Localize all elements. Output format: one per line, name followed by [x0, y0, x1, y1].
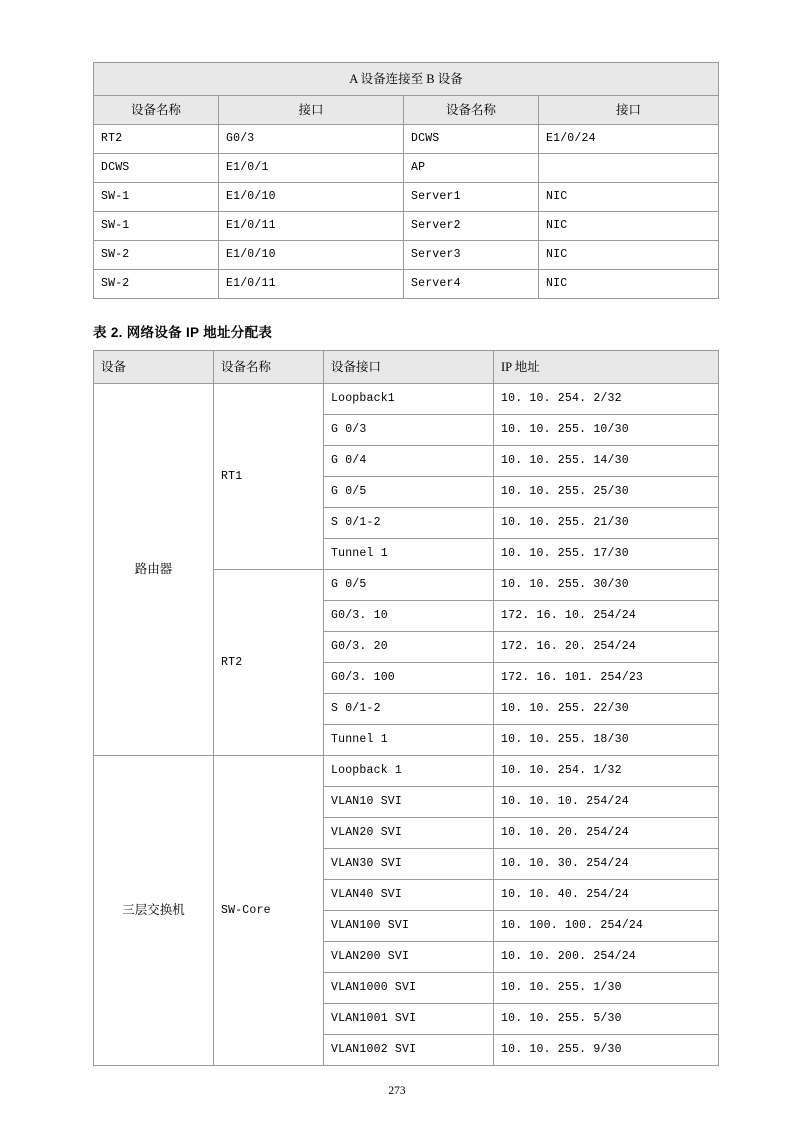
table2-header-cell: 设备 — [94, 351, 214, 384]
table2-ip: 10. 10. 20. 254/24 — [494, 818, 719, 849]
table1-header-cell: 设备名称 — [94, 96, 219, 125]
table-row — [94, 63, 719, 96]
table2-interface: Tunnel 1 — [324, 725, 494, 756]
table1-cell: E1/0/11 — [219, 212, 404, 241]
table-row — [94, 125, 719, 154]
table1-cell: NIC — [539, 212, 719, 241]
table2-device-group: 路由器 — [94, 384, 214, 756]
table1-cell: Server3 — [404, 241, 539, 270]
table2-header-cell: IP 地址 — [494, 351, 719, 384]
table1-cell: SW-1 — [94, 183, 219, 212]
table1-cell: Server1 — [404, 183, 539, 212]
table2-interface: G0/3. 20 — [324, 632, 494, 663]
table1-cell: DCWS — [404, 125, 539, 154]
table2-interface: VLAN10 SVI — [324, 787, 494, 818]
table1-cell: E1/0/1 — [219, 154, 404, 183]
table1-cell: SW-2 — [94, 270, 219, 299]
table1-cell: RT2 — [94, 125, 219, 154]
table2-ip: 10. 10. 254. 2/32 — [494, 384, 719, 415]
table-row — [94, 183, 719, 212]
table-row — [94, 154, 719, 183]
table2-ip: 10. 10. 255. 9/30 — [494, 1035, 719, 1066]
table2-ip: 10. 10. 255. 10/30 — [494, 415, 719, 446]
table-row — [94, 96, 719, 125]
table1-cell: SW-2 — [94, 241, 219, 270]
table2-ip: 10. 10. 255. 5/30 — [494, 1004, 719, 1035]
table-row — [94, 212, 719, 241]
table1-cell: E1/0/11 — [219, 270, 404, 299]
table2-ip: 172. 16. 20. 254/24 — [494, 632, 719, 663]
table2-interface: S 0/1-2 — [324, 508, 494, 539]
table1-header-cell: 接口 — [219, 96, 404, 125]
table2-interface: VLAN20 SVI — [324, 818, 494, 849]
table1-cell: SW-1 — [94, 212, 219, 241]
table1-cell: NIC — [539, 183, 719, 212]
table2-device-name: RT1 — [214, 384, 324, 570]
table1-cell: Server4 — [404, 270, 539, 299]
table2-interface: VLAN1002 SVI — [324, 1035, 494, 1066]
table1-cell: Server2 — [404, 212, 539, 241]
table1-header-cell: 设备名称 — [404, 96, 539, 125]
table1-cell: E1/0/10 — [219, 183, 404, 212]
table-row — [94, 756, 719, 787]
table1-cell — [539, 154, 719, 183]
table2-interface: G 0/3 — [324, 415, 494, 446]
table1-cell: G0/3 — [219, 125, 404, 154]
table1-cell: E1/0/10 — [219, 241, 404, 270]
table1-header-cell: 接口 — [539, 96, 719, 125]
table2-interface: G 0/4 — [324, 446, 494, 477]
table2-ip: 172. 16. 10. 254/24 — [494, 601, 719, 632]
table2-interface: VLAN30 SVI — [324, 849, 494, 880]
table1-cell: DCWS — [94, 154, 219, 183]
table2-ip: 10. 10. 255. 30/30 — [494, 570, 719, 601]
table2-header-cell: 设备名称 — [214, 351, 324, 384]
table2-device-name: SW-Core — [214, 756, 324, 1066]
table1-title: A 设备连接至 B 设备 — [94, 63, 719, 96]
table2-device-name: RT2 — [214, 570, 324, 756]
table2-interface: G 0/5 — [324, 477, 494, 508]
table1-cell: AP — [404, 154, 539, 183]
table-row — [94, 241, 719, 270]
table2-ip: 10. 10. 200. 254/24 — [494, 942, 719, 973]
table-row — [94, 384, 719, 415]
table2-interface: Tunnel 1 — [324, 539, 494, 570]
table2-interface: S 0/1-2 — [324, 694, 494, 725]
table-row — [94, 351, 719, 384]
table2-ip: 10. 10. 30. 254/24 — [494, 849, 719, 880]
table2-interface: Loopback1 — [324, 384, 494, 415]
table2-ip: 172. 16. 101. 254/23 — [494, 663, 719, 694]
table2-interface: G0/3. 10 — [324, 601, 494, 632]
table2-ip: 10. 10. 40. 254/24 — [494, 880, 719, 911]
table2-ip: 10. 10. 255. 18/30 — [494, 725, 719, 756]
table2-ip: 10. 10. 255. 17/30 — [494, 539, 719, 570]
table2-ip: 10. 10. 255. 14/30 — [494, 446, 719, 477]
table-device-connections — [93, 62, 719, 299]
table2-device-group: 三层交换机 — [94, 756, 214, 1066]
table2-interface: VLAN40 SVI — [324, 880, 494, 911]
table2-ip: 10. 10. 255. 25/30 — [494, 477, 719, 508]
table2-interface: G 0/5 — [324, 570, 494, 601]
table2-interface: Loopback 1 — [324, 756, 494, 787]
table2-interface: VLAN1000 SVI — [324, 973, 494, 1004]
table1-cell: NIC — [539, 241, 719, 270]
table2-header-cell: 设备接口 — [324, 351, 494, 384]
page-number: 273 — [388, 1085, 406, 1097]
table-ip-assignments — [93, 350, 719, 1066]
table2-ip: 10. 10. 255. 1/30 — [494, 973, 719, 1004]
table2-ip: 10. 10. 255. 21/30 — [494, 508, 719, 539]
table1-cell: E1/0/24 — [539, 125, 719, 154]
table2-interface: VLAN1001 SVI — [324, 1004, 494, 1035]
table2-ip: 10. 10. 10. 254/24 — [494, 787, 719, 818]
table1-cell: NIC — [539, 270, 719, 299]
table2-interface: VLAN100 SVI — [324, 911, 494, 942]
table2-ip: 10. 10. 255. 22/30 — [494, 694, 719, 725]
table2-ip: 10. 10. 254. 1/32 — [494, 756, 719, 787]
section-heading: 表 2. 网络设备 IP 地址分配表 — [93, 325, 273, 340]
table2-interface: VLAN200 SVI — [324, 942, 494, 973]
table2-interface: G0/3. 100 — [324, 663, 494, 694]
table-row — [94, 270, 719, 299]
table2-ip: 10. 100. 100. 254/24 — [494, 911, 719, 942]
